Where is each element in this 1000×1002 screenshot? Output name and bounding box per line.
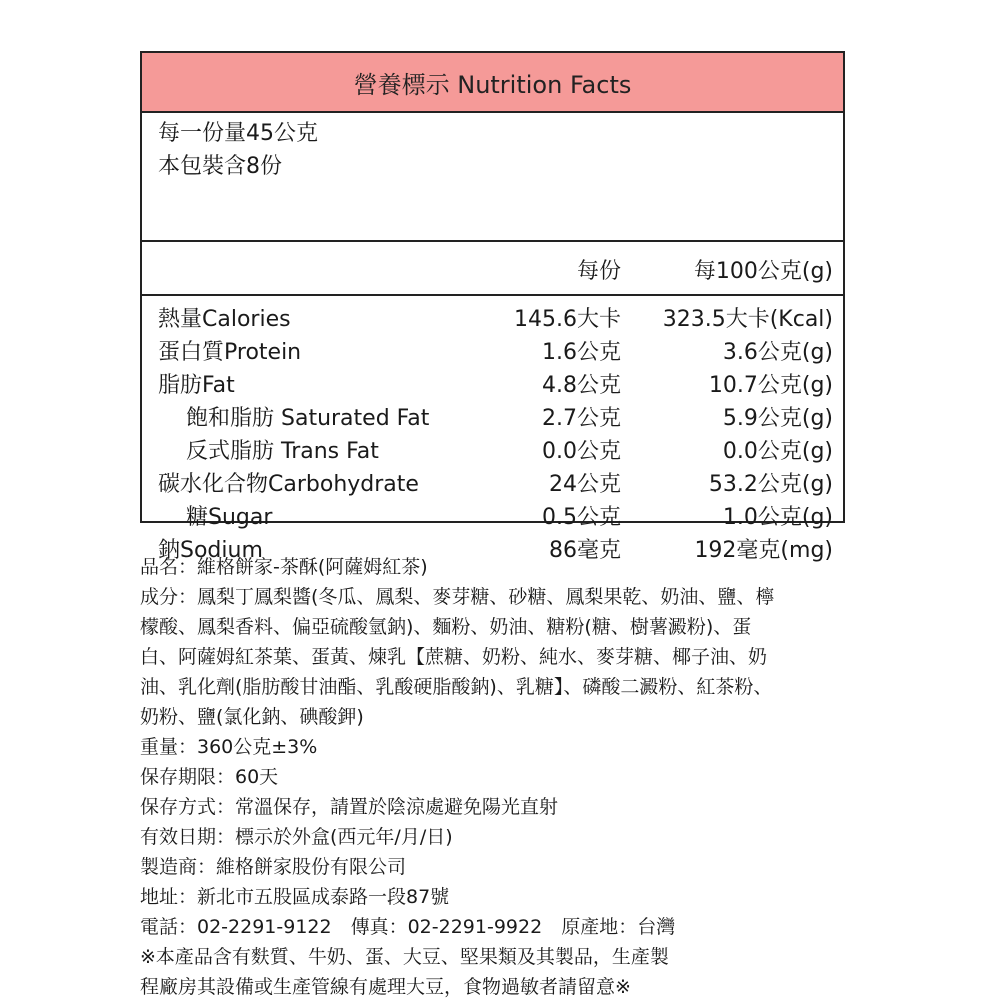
nutrient-row	[142, 501, 843, 534]
nutrition-title: 營養標示 Nutrition Facts	[142, 53, 843, 113]
nutrient-label: 碳水化合物Carbohydrate	[158, 472, 419, 497]
nutrient-row	[142, 435, 843, 468]
allergen-notice: 程廠房其設備或生產管線有處理大豆，食物過敏者請留意※	[140, 976, 631, 998]
nutrient-label: 脂肪Fat	[158, 373, 235, 398]
nutrient-row	[142, 402, 843, 435]
ingredients-line: 奶粉、鹽(氯化鈉、碘酸鉀)	[140, 706, 364, 728]
col-per-100g: 每100公克(g)	[693, 259, 833, 284]
per-100g-value: 0.0公克(g)	[722, 439, 833, 464]
address: 地址：新北市五股區成泰路一段87號	[140, 886, 450, 908]
per-serving-value: 4.8公克	[542, 373, 621, 398]
nutrient-label: 飽和脂肪 Saturated Fat	[186, 406, 430, 431]
nutrient-rows	[142, 303, 843, 567]
product-name: 品名：維格餅家-茶酥(阿薩姆紅茶)	[140, 556, 428, 578]
serving-info	[158, 117, 318, 183]
per-serving-value: 0.5公克	[542, 505, 621, 530]
per-serving-value: 0.0公克	[542, 439, 621, 464]
nutrient-label: 糖Sugar	[186, 505, 273, 530]
expiry-date: 有效日期：標示於外盒(西元年/月/日)	[140, 826, 453, 848]
nutrient-label: 熱量Calories	[158, 307, 291, 332]
nutrient-label: 鈉Sodium	[158, 538, 263, 563]
ingredients-line: 成分：鳳梨丁鳳梨醬(冬瓜、鳳梨、麥芽糖、砂糖、鳳梨果乾、奶油、鹽、檸	[140, 586, 775, 608]
contact-info: 電話：02-2291-9122 傳真：02-2291-9922 原產地：台灣	[140, 916, 676, 938]
per-100g-value: 3.6公克(g)	[722, 340, 833, 365]
nutrient-row	[142, 369, 843, 402]
per-100g-value: 1.0公克(g)	[722, 505, 833, 530]
per-serving-value: 1.6公克	[542, 340, 621, 365]
allergen-notice: ※本產品含有麩質、牛奶、蛋、大豆、堅果類及其製品，生產製	[140, 946, 669, 968]
per-100g-value: 323.5大卡(Kcal)	[662, 307, 833, 332]
per-serving-value: 145.6大卡	[514, 307, 621, 332]
per-serving-value: 86毫克	[549, 538, 621, 563]
net-weight: 重量：360公克±3%	[140, 736, 318, 758]
column-header-row	[142, 240, 843, 296]
nutrient-label: 蛋白質Protein	[158, 340, 302, 365]
per-100g-value: 192毫克(mg)	[694, 538, 833, 563]
nutrient-row	[142, 336, 843, 369]
serving-size: 每一份量45公克	[158, 121, 318, 146]
per-serving-value: 2.7公克	[542, 406, 621, 431]
ingredients-line: 白、阿薩姆紅茶葉、蛋黃、煉乳【蔗糖、奶粉、純水、麥芽糖、椰子油、奶	[140, 646, 768, 668]
servings-per-package: 本包裝含8份	[158, 154, 282, 179]
product-info	[140, 552, 860, 1002]
per-100g-value: 10.7公克(g)	[708, 373, 833, 398]
per-100g-value: 53.2公克(g)	[708, 472, 833, 497]
manufacturer: 製造商：維格餅家股份有限公司	[140, 856, 407, 878]
col-per-serving: 每份	[576, 259, 621, 284]
shelf-life: 保存期限：60天	[140, 766, 279, 788]
nutrient-row	[142, 303, 843, 336]
ingredients-line: 檬酸、鳳梨香料、偏亞硫酸氫鈉)、麵粉、奶油、糖粉(糖、樹薯澱粉)、蛋	[140, 616, 752, 638]
storage-method: 保存方式：常溫保存，請置於陰涼處避免陽光直射	[140, 796, 559, 818]
nutrition-facts-table	[140, 51, 845, 563]
ingredients-line: 油、乳化劑(脂肪酸甘油酯、乳酸硬脂酸鈉)、乳糖】、磷酸二澱粉、紅茶粉、	[140, 676, 773, 698]
per-100g-value: 5.9公克(g)	[722, 406, 833, 431]
nutrient-label: 反式脂肪 Trans Fat	[186, 439, 379, 464]
per-serving-value: 24公克	[549, 472, 621, 497]
nutrient-row	[142, 468, 843, 501]
